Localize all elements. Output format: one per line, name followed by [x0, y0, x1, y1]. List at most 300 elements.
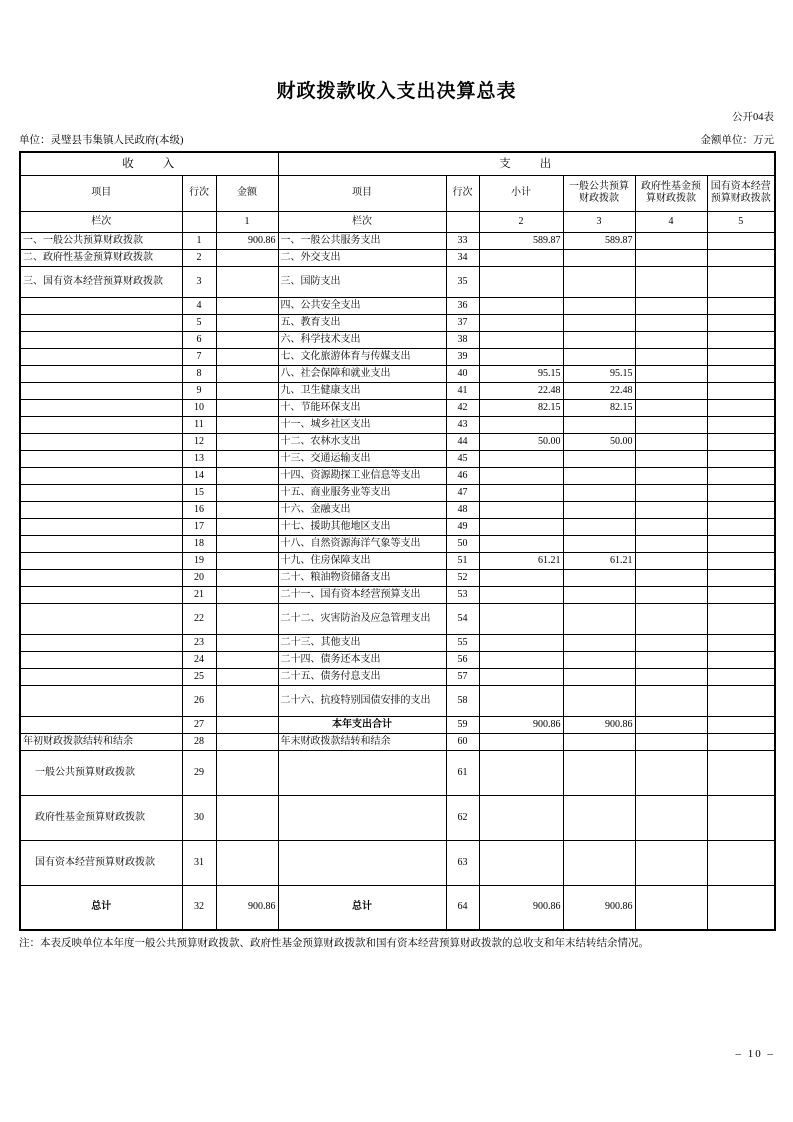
expense-general-budget-cell	[563, 795, 635, 840]
income-amount-cell	[216, 685, 278, 716]
income-rownum-cell: 23	[182, 634, 216, 651]
expense-item-cell: 二十一、国有资本经营预算支出	[278, 586, 446, 603]
expense-statecap-colindex: 5	[707, 211, 775, 232]
expense-statecapital-col-header: 国有资本经营预算财政拨款	[707, 175, 775, 211]
income-rownum-cell: 13	[182, 450, 216, 467]
income-item-cell	[20, 501, 182, 518]
expense-rownum-cell: 46	[446, 467, 479, 484]
expense-item-col-header: 项目	[278, 175, 446, 211]
expense-subtotal-cell	[479, 450, 563, 467]
table-row	[20, 603, 775, 634]
expense-item-cell: 二十二、灾害防治及应急管理支出	[278, 603, 446, 634]
income-item-cell	[20, 651, 182, 668]
expense-govfund-cell	[635, 569, 707, 586]
expense-rownum-colindex	[446, 211, 479, 232]
expense-subtotal-cell	[479, 569, 563, 586]
expense-subtotal-cell	[479, 586, 563, 603]
income-amount-colindex: 1	[216, 211, 278, 232]
expense-rownum-cell: 63	[446, 840, 479, 885]
expense-general-budget-cell	[563, 297, 635, 314]
table-row	[20, 314, 775, 331]
expense-statecapital-cell	[707, 603, 775, 634]
expense-general-budget-col-header: 一般公共预算财政拨款	[563, 175, 635, 211]
income-rownum-cell: 9	[182, 382, 216, 399]
income-item-cell	[20, 552, 182, 569]
expense-general-budget-cell	[563, 733, 635, 750]
expense-rownum-cell: 37	[446, 314, 479, 331]
income-rownum-cell: 32	[182, 885, 216, 930]
expense-item-cell: 一、一般公共服务支出	[278, 232, 446, 249]
expense-general-budget-cell	[563, 668, 635, 685]
expense-item-cell: 二十六、抗疫特别国债安排的支出	[278, 685, 446, 716]
table-row	[20, 634, 775, 651]
expense-subtotal-cell: 900.86	[479, 885, 563, 930]
expense-govfund-cell	[635, 716, 707, 733]
expense-item-cell: 五、教育支出	[278, 314, 446, 331]
expense-govfund-cell	[635, 840, 707, 885]
expense-item-cell: 二十、粮油物资储备支出	[278, 569, 446, 586]
expense-subtotal-cell	[479, 840, 563, 885]
column-header-row	[20, 175, 775, 211]
expense-govfund-cell	[635, 450, 707, 467]
expense-item-cell	[278, 795, 446, 840]
expense-rownum-cell: 57	[446, 668, 479, 685]
income-item-cell: 国有资本经营预算财政拨款	[20, 840, 182, 885]
income-amount-cell	[216, 314, 278, 331]
expense-subtotal-cell	[479, 603, 563, 634]
expense-general-budget-cell	[563, 685, 635, 716]
expense-item-cell: 十四、资源勘探工业信息等支出	[278, 467, 446, 484]
expense-general-budget-cell	[563, 569, 635, 586]
expense-rownum-cell: 50	[446, 535, 479, 552]
expense-govfund-colindex: 4	[635, 211, 707, 232]
income-amount-cell	[216, 750, 278, 795]
expense-general-budget-cell	[563, 518, 635, 535]
expense-item-cell: 二、外交支出	[278, 249, 446, 266]
expense-subtotal-cell	[479, 314, 563, 331]
expense-item-cell: 十二、农林水支出	[278, 433, 446, 450]
expense-subtotal-cell	[479, 634, 563, 651]
income-amount-cell	[216, 249, 278, 266]
expense-statecapital-cell	[707, 586, 775, 603]
expense-govfund-cell	[635, 249, 707, 266]
income-amount-cell	[216, 266, 278, 297]
expense-govfund-cell	[635, 634, 707, 651]
table-row	[20, 885, 775, 930]
expense-subtotal-cell	[479, 416, 563, 433]
expense-subtotal-cell	[479, 297, 563, 314]
expense-subtotal-cell: 61.21	[479, 552, 563, 569]
expense-rownum-cell: 56	[446, 651, 479, 668]
form-code-label: 公开04表	[732, 112, 774, 123]
page-title: 财政拨款收入支出决算总表	[276, 81, 517, 102]
income-amount-cell	[216, 552, 278, 569]
expense-govfund-cell	[635, 484, 707, 501]
expense-rownum-cell: 44	[446, 433, 479, 450]
unit-label: 单位：灵璧县韦集镇人民政府(本级)	[19, 135, 184, 146]
expense-item-cell: 十九、住房保障支出	[278, 552, 446, 569]
expense-general-budget-cell	[563, 416, 635, 433]
expense-subtotal-cell: 95.15	[479, 365, 563, 382]
column-index-row	[20, 211, 775, 232]
income-amount-cell	[216, 518, 278, 535]
table-row	[20, 501, 775, 518]
expense-item-cell: 六、科学技术支出	[278, 331, 446, 348]
expense-subtotal-colindex: 2	[479, 211, 563, 232]
expense-statecapital-cell	[707, 232, 775, 249]
income-amount-cell	[216, 501, 278, 518]
expense-item-cell: 八、社会保障和就业支出	[278, 365, 446, 382]
income-rownum-cell: 11	[182, 416, 216, 433]
expense-item-cell: 十六、金融支出	[278, 501, 446, 518]
expense-statecapital-cell	[707, 331, 775, 348]
expense-statecapital-cell	[707, 518, 775, 535]
footnote-text: 注：本表反映单位本年度一般公共预算财政拨款、政府性基金预算财政拨款和国有资本经营预算财政拨款的总收支和年末结转结余情况。	[19, 938, 649, 949]
expense-rownum-cell: 59	[446, 716, 479, 733]
expense-rownum-cell: 58	[446, 685, 479, 716]
income-rownum-cell: 26	[182, 685, 216, 716]
table-row	[20, 586, 775, 603]
income-rownum-cell: 20	[182, 569, 216, 586]
expense-general-budget-cell	[563, 314, 635, 331]
expense-rownum-cell: 40	[446, 365, 479, 382]
expense-rownum-cell: 61	[446, 750, 479, 795]
income-amount-cell	[216, 365, 278, 382]
expense-subtotal-cell	[479, 518, 563, 535]
expense-rownum-cell: 51	[446, 552, 479, 569]
income-rownum-cell: 4	[182, 297, 216, 314]
expense-subtotal-cell	[479, 467, 563, 484]
expense-rownum-col-header: 行次	[446, 175, 479, 211]
expense-general-budget-cell	[563, 266, 635, 297]
expense-rownum-cell: 41	[446, 382, 479, 399]
expense-govfund-cell	[635, 331, 707, 348]
expense-general-budget-cell	[563, 603, 635, 634]
income-rownum-cell: 16	[182, 501, 216, 518]
expense-item-cell: 十三、交通运输支出	[278, 450, 446, 467]
income-amount-cell	[216, 433, 278, 450]
expense-subtotal-cell	[479, 668, 563, 685]
table-row	[20, 467, 775, 484]
table-row	[20, 232, 775, 249]
income-item-cell: 政府性基金预算财政拨款	[20, 795, 182, 840]
income-amount-cell	[216, 733, 278, 750]
expense-general-budget-cell	[563, 467, 635, 484]
expense-rownum-cell: 35	[446, 266, 479, 297]
income-item-cell: 二、政府性基金预算财政拨款	[20, 249, 182, 266]
expense-general-budget-cell	[563, 750, 635, 795]
income-item-col-header: 项目	[20, 175, 182, 211]
expense-item-cell: 十八、自然资源海洋气象等支出	[278, 535, 446, 552]
expense-statecapital-cell	[707, 382, 775, 399]
income-item-cell	[20, 535, 182, 552]
expense-rownum-cell: 52	[446, 569, 479, 586]
expense-govfund-cell	[635, 416, 707, 433]
amount-unit-label: 金额单位：万元	[700, 135, 774, 146]
expense-statecapital-cell	[707, 535, 775, 552]
expense-rownum-cell: 49	[446, 518, 479, 535]
expense-statecapital-cell	[707, 840, 775, 885]
expense-statecapital-cell	[707, 733, 775, 750]
expense-subtotal-cell	[479, 501, 563, 518]
expense-general-budget-cell	[563, 840, 635, 885]
expense-rownum-cell: 54	[446, 603, 479, 634]
expense-govfund-cell	[635, 795, 707, 840]
income-rownum-cell: 27	[182, 716, 216, 733]
expense-item-cell: 九、卫生健康支出	[278, 382, 446, 399]
expense-govfund-cell	[635, 467, 707, 484]
expense-item-cell: 二十三、其他支出	[278, 634, 446, 651]
income-rownum-cell: 3	[182, 266, 216, 297]
table-row	[20, 569, 775, 586]
income-item-cell	[20, 634, 182, 651]
expense-statecapital-cell	[707, 501, 775, 518]
expense-rownum-cell: 36	[446, 297, 479, 314]
meta-row	[19, 132, 774, 147]
income-amount-cell	[216, 382, 278, 399]
table-row	[20, 297, 775, 314]
income-item-cell	[20, 668, 182, 685]
expense-subtotal-cell: 50.00	[479, 433, 563, 450]
income-rownum-cell: 7	[182, 348, 216, 365]
expense-statecapital-cell	[707, 685, 775, 716]
expense-general-colindex: 3	[563, 211, 635, 232]
income-rownum-cell: 29	[182, 750, 216, 795]
expense-statecapital-cell	[707, 249, 775, 266]
income-rownum-cell: 22	[182, 603, 216, 634]
expense-statecapital-cell	[707, 885, 775, 930]
expense-item-cell: 二十五、债务付息支出	[278, 668, 446, 685]
expense-rownum-cell: 33	[446, 232, 479, 249]
expense-general-budget-cell	[563, 249, 635, 266]
expense-rownum-cell: 42	[446, 399, 479, 416]
expense-rownum-cell: 38	[446, 331, 479, 348]
expense-govfund-cell	[635, 750, 707, 795]
expense-statecapital-cell	[707, 716, 775, 733]
expense-subtotal-cell	[479, 484, 563, 501]
expense-statecapital-cell	[707, 484, 775, 501]
income-amount-cell	[216, 399, 278, 416]
expense-rownum-cell: 43	[446, 416, 479, 433]
expense-subtotal-cell: 900.86	[479, 716, 563, 733]
expense-rownum-cell: 47	[446, 484, 479, 501]
expense-statecapital-cell	[707, 365, 775, 382]
expense-item-cell: 年末财政拨款结转和结余	[278, 733, 446, 750]
expense-statecapital-cell	[707, 668, 775, 685]
income-item-cell	[20, 450, 182, 467]
expense-section-header: 支 出	[278, 152, 775, 175]
income-rownum-cell: 18	[182, 535, 216, 552]
expense-general-budget-cell	[563, 651, 635, 668]
income-amount-cell	[216, 467, 278, 484]
expense-subtotal-cell: 589.87	[479, 232, 563, 249]
section-header-row	[20, 152, 775, 175]
expense-govfund-cell	[635, 586, 707, 603]
expense-general-budget-cell	[563, 586, 635, 603]
expense-rownum-cell: 53	[446, 586, 479, 603]
expense-subtotal-cell	[479, 733, 563, 750]
income-amount-cell	[216, 586, 278, 603]
income-amount-cell	[216, 348, 278, 365]
income-item-cell	[20, 314, 182, 331]
expense-subtotal-cell	[479, 266, 563, 297]
expense-statecapital-cell	[707, 634, 775, 651]
income-item-cell	[20, 467, 182, 484]
table-body	[20, 232, 775, 930]
expense-item-cell: 二十四、债务还本支出	[278, 651, 446, 668]
expense-statecapital-cell	[707, 348, 775, 365]
expense-rownum-cell: 39	[446, 348, 479, 365]
income-item-cell	[20, 716, 182, 733]
income-item-cell	[20, 433, 182, 450]
expense-govfund-cell	[635, 348, 707, 365]
expense-govfund-cell	[635, 266, 707, 297]
expense-govfund-cell	[635, 651, 707, 668]
income-amount-cell: 900.86	[216, 885, 278, 930]
expense-colindex-label: 栏次	[278, 211, 446, 232]
income-amount-col-header: 金额	[216, 175, 278, 211]
expense-subtotal-cell	[479, 348, 563, 365]
table-row	[20, 685, 775, 716]
table-row	[20, 518, 775, 535]
income-item-cell	[20, 399, 182, 416]
income-amount-cell	[216, 603, 278, 634]
income-rownum-cell: 12	[182, 433, 216, 450]
expense-item-cell: 三、国防支出	[278, 266, 446, 297]
income-item-cell	[20, 603, 182, 634]
expense-item-cell	[278, 840, 446, 885]
expense-statecapital-cell	[707, 651, 775, 668]
income-amount-cell	[216, 569, 278, 586]
expense-general-budget-cell: 50.00	[563, 433, 635, 450]
expense-general-budget-cell	[563, 535, 635, 552]
income-item-cell: 三、国有资本经营预算财政拨款	[20, 266, 182, 297]
expense-subtotal-col-header: 小计	[479, 175, 563, 211]
income-item-cell	[20, 365, 182, 382]
expense-subtotal-cell	[479, 651, 563, 668]
expense-statecapital-cell	[707, 297, 775, 314]
income-item-cell	[20, 518, 182, 535]
table-row	[20, 716, 775, 733]
income-rownum-cell: 21	[182, 586, 216, 603]
expense-subtotal-cell	[479, 750, 563, 795]
expense-subtotal-cell	[479, 331, 563, 348]
income-amount-cell	[216, 535, 278, 552]
table-row	[20, 416, 775, 433]
expense-rownum-cell: 34	[446, 249, 479, 266]
expense-rownum-cell: 48	[446, 501, 479, 518]
table-row	[20, 433, 775, 450]
income-rownum-cell: 24	[182, 651, 216, 668]
income-colindex-label: 栏次	[20, 211, 182, 232]
expense-subtotal-cell	[479, 535, 563, 552]
table-row	[20, 382, 775, 399]
income-amount-cell	[216, 716, 278, 733]
fiscal-appropriation-table	[19, 151, 776, 931]
income-item-cell	[20, 586, 182, 603]
expense-statecapital-cell	[707, 399, 775, 416]
table-row	[20, 450, 775, 467]
expense-general-budget-cell: 589.87	[563, 232, 635, 249]
table-row	[20, 651, 775, 668]
table-row	[20, 733, 775, 750]
expense-govfund-cell	[635, 501, 707, 518]
income-rownum-cell: 19	[182, 552, 216, 569]
income-section-header: 收 入	[20, 152, 278, 175]
expense-general-budget-cell: 900.86	[563, 885, 635, 930]
expense-general-budget-cell	[563, 634, 635, 651]
income-item-cell	[20, 297, 182, 314]
table-row	[20, 266, 775, 297]
expense-statecapital-cell	[707, 750, 775, 795]
expense-subtotal-cell	[479, 249, 563, 266]
income-amount-cell	[216, 634, 278, 651]
income-item-cell: 一般公共预算财政拨款	[20, 750, 182, 795]
income-rownum-cell: 30	[182, 795, 216, 840]
table-row	[20, 249, 775, 266]
expense-statecapital-cell	[707, 552, 775, 569]
income-item-cell: 一、一般公共预算财政拨款	[20, 232, 182, 249]
income-rownum-cell: 17	[182, 518, 216, 535]
expense-subtotal-cell	[479, 685, 563, 716]
income-rownum-cell: 25	[182, 668, 216, 685]
income-amount-cell	[216, 668, 278, 685]
income-amount-cell	[216, 297, 278, 314]
income-rownum-cell: 15	[182, 484, 216, 501]
expense-govfund-cell	[635, 297, 707, 314]
expense-general-budget-cell: 61.21	[563, 552, 635, 569]
expense-statecapital-cell	[707, 467, 775, 484]
expense-item-cell: 七、文化旅游体育与传媒支出	[278, 348, 446, 365]
table-row	[20, 750, 775, 795]
expense-govfund-cell	[635, 314, 707, 331]
income-item-cell	[20, 331, 182, 348]
income-rownum-cell: 8	[182, 365, 216, 382]
expense-item-cell: 总计	[278, 885, 446, 930]
income-amount-cell	[216, 450, 278, 467]
expense-general-budget-cell: 22.48	[563, 382, 635, 399]
expense-govfund-cell	[635, 685, 707, 716]
income-item-cell	[20, 382, 182, 399]
page-number: – 10 –	[735, 1048, 775, 1060]
income-amount-cell	[216, 416, 278, 433]
expense-rownum-cell: 45	[446, 450, 479, 467]
expense-general-budget-cell: 95.15	[563, 365, 635, 382]
income-rownum-cell: 5	[182, 314, 216, 331]
expense-item-cell: 四、公共安全支出	[278, 297, 446, 314]
income-rownum-cell: 31	[182, 840, 216, 885]
expense-govfund-cell	[635, 365, 707, 382]
expense-rownum-cell: 62	[446, 795, 479, 840]
income-amount-cell: 900.86	[216, 232, 278, 249]
expense-statecapital-cell	[707, 795, 775, 840]
expense-general-budget-cell: 900.86	[563, 716, 635, 733]
expense-statecapital-cell	[707, 450, 775, 467]
income-item-cell	[20, 484, 182, 501]
expense-general-budget-cell	[563, 331, 635, 348]
table-row	[20, 399, 775, 416]
expense-govfund-cell	[635, 433, 707, 450]
income-rownum-col-header: 行次	[182, 175, 216, 211]
expense-statecapital-cell	[707, 314, 775, 331]
income-item-cell: 总计	[20, 885, 182, 930]
income-amount-cell	[216, 651, 278, 668]
income-rownum-cell: 2	[182, 249, 216, 266]
expense-govfund-cell	[635, 518, 707, 535]
expense-item-cell: 十七、援助其他地区支出	[278, 518, 446, 535]
table-row	[20, 365, 775, 382]
table-row	[20, 348, 775, 365]
